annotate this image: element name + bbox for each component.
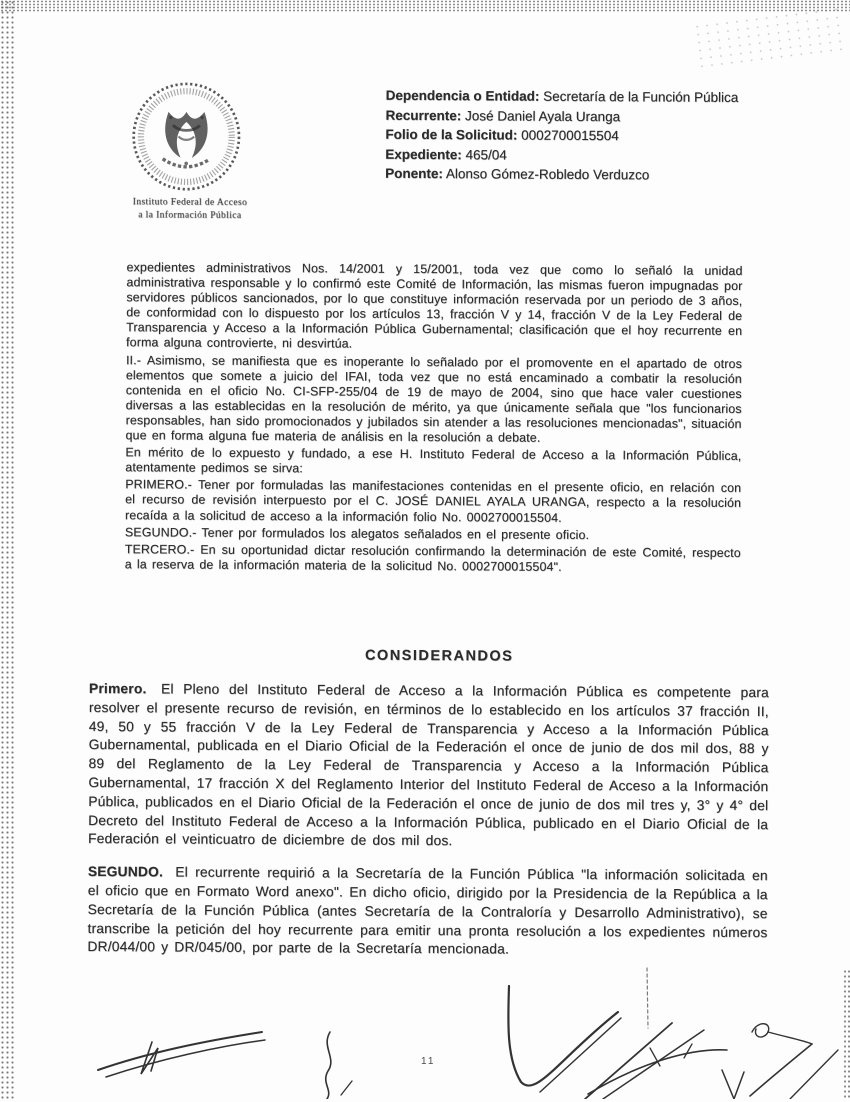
field-recurrente-label: Recurrente: <box>385 107 462 123</box>
quote-paragraph-5: SEGUNDO.- Tener por formulados los alegatos señalados en el presente oficio. <box>124 524 590 542</box>
quote-paragraph-6: TERCERO.- En su oportunidad dictar resolución confirmando la determinación de este Comité, respecto a la reserva de la información materia de la solicitud No. 0002700015504". <box>124 541 741 574</box>
body-paragraph-segundo-text: El recurrente requirió a la Secretaría de la Función Pública "la información solicitada en el oficio que en Formato Word anexo". En dicho oficio, dirigido por la Presidencia de la República a la Secretaría de la Función Pública (antes Secretaría de la Contraloría y Desarrollo Administrativo), se transcribe la petición del hoy recurrente para emitir una pronta resolución a los expedientes números DR/044/00 y DR/045/00, por parte de la Secretaría mencionada. <box>87 864 768 957</box>
quote-paragraph-3: En mérito de lo expuesto y fundado, a ese H. Instituto Federal de Acceso a la Información Pública, atentamente pedimos se sirva: <box>125 445 742 476</box>
field-ponente-value: Alonso Gómez-Robledo Verduzco <box>445 166 650 183</box>
pen-stroke-vertical <box>647 968 648 1028</box>
body-paragraph-primero-lead: Primero. <box>88 680 147 697</box>
quote-paragraph-4: PRIMERO.- Tener por formuladas las manifestaciones contenidas en el presente oficio, en relación con el recurso de revisión interpuesto por el C. JOSÉ DANIEL AYALA URANGA, respecto a la resolución recaída a la solicitud de acceso a la información folio No. 0002700015504. <box>124 477 742 525</box>
body-paragraph-segundo-lead: SEGUNDO. <box>87 864 164 880</box>
body-paragraph-primero-text: El Pleno del Instituto Federal de Acceso a la Información Pública es competente para resolver el presente recurso de revisión, en términos de lo establecido en los artículos 37 fracción II, 49, 50 y 55 fracción V de la Ley Federal de Transparencia y Acceso a la Información Pública Gubernamental, publicada en el Diario Oficial de la Federación el once de junio de dos mil dos, 88 y 89 del Reglamento de la Ley Federal de Transparencia y Acceso a la Información Pública Gubernamental, 17 fracción X del Reglamento Interior del Instituto Federal de Acceso a la Información Pública, publicados en el Diario Oficial de la Federación el once de junio de dos mil tres y, 3° y 4° del Decreto del Instituto Federal de Acceso a la Información Pública, publicado en el Diario Oficial de la Federación el veinticuatro de diciembre de dos mil dos. <box>88 681 769 849</box>
field-ponente-label: Ponente: <box>385 165 443 182</box>
field-recurrente-value: José Daniel Ayala Uranga <box>464 107 621 124</box>
field-dependencia-label: Dependencia o Entidad: <box>385 87 540 104</box>
signature-scribble-left <box>98 1032 265 1077</box>
signature-scribble-center <box>326 1032 352 1099</box>
field-folio-value: 0002700015504 <box>521 127 619 144</box>
field-dependencia-value: Secretaría de la Función Pública <box>543 88 739 105</box>
signature-scribble-far-right <box>722 1024 838 1099</box>
quote-paragraph-2: II.- Asimismo, se manifiesta que es inoperante lo señalado por el promovente en el apartado de otros elementos que somete a juicio del IFAI, toda vez que no está encaminado a combatir la resolución contenida en el oficio No. CI-SFP-255/04 de 19 de mayo de 2004, sino que hace valer cuestiones diversas a las establecidas en la resolución de mérito, ya que únicamente señala que "los funcionarios responsables, han sido promocionados y jubilados sin atender a las resoluciones mencionadas", situación que en forma alguna fue materia de análisis en la resolución a debate. <box>125 352 743 445</box>
considerandos-heading: CONSIDERANDOS <box>364 647 514 665</box>
page-number: 11 <box>421 1056 436 1067</box>
signature-scribble-right <box>508 986 727 1099</box>
seal-caption-line1: Instituto Federal de Acceso <box>132 197 248 208</box>
seal-caption-line2: a la Información Pública <box>138 210 242 221</box>
quote-paragraph-1: expedientes administrativos Nos. 14/2001 y 15/2001, toda vez que como lo señaló la unidad administrativa responsable y lo confirmó este Comité de Información, las mismas fueron impugnadas por servidores públicos sancionados, por lo que constituye información reservada por un periodo de 3 años, de conformidad con lo dispuesto por los artículos 13, fracción V y 14, fracción V de la Ley Federal de Transparencia y Acceso a la Información Pública Gubernamental; clasificación que el hoy recurrente en forma alguna controvierte, ni desvirtúa. <box>126 260 743 352</box>
field-folio-label: Folio de la Solicitud: <box>385 126 518 143</box>
field-expediente-label: Expediente: <box>385 146 462 162</box>
field-expediente-value: 465/04 <box>465 146 507 163</box>
